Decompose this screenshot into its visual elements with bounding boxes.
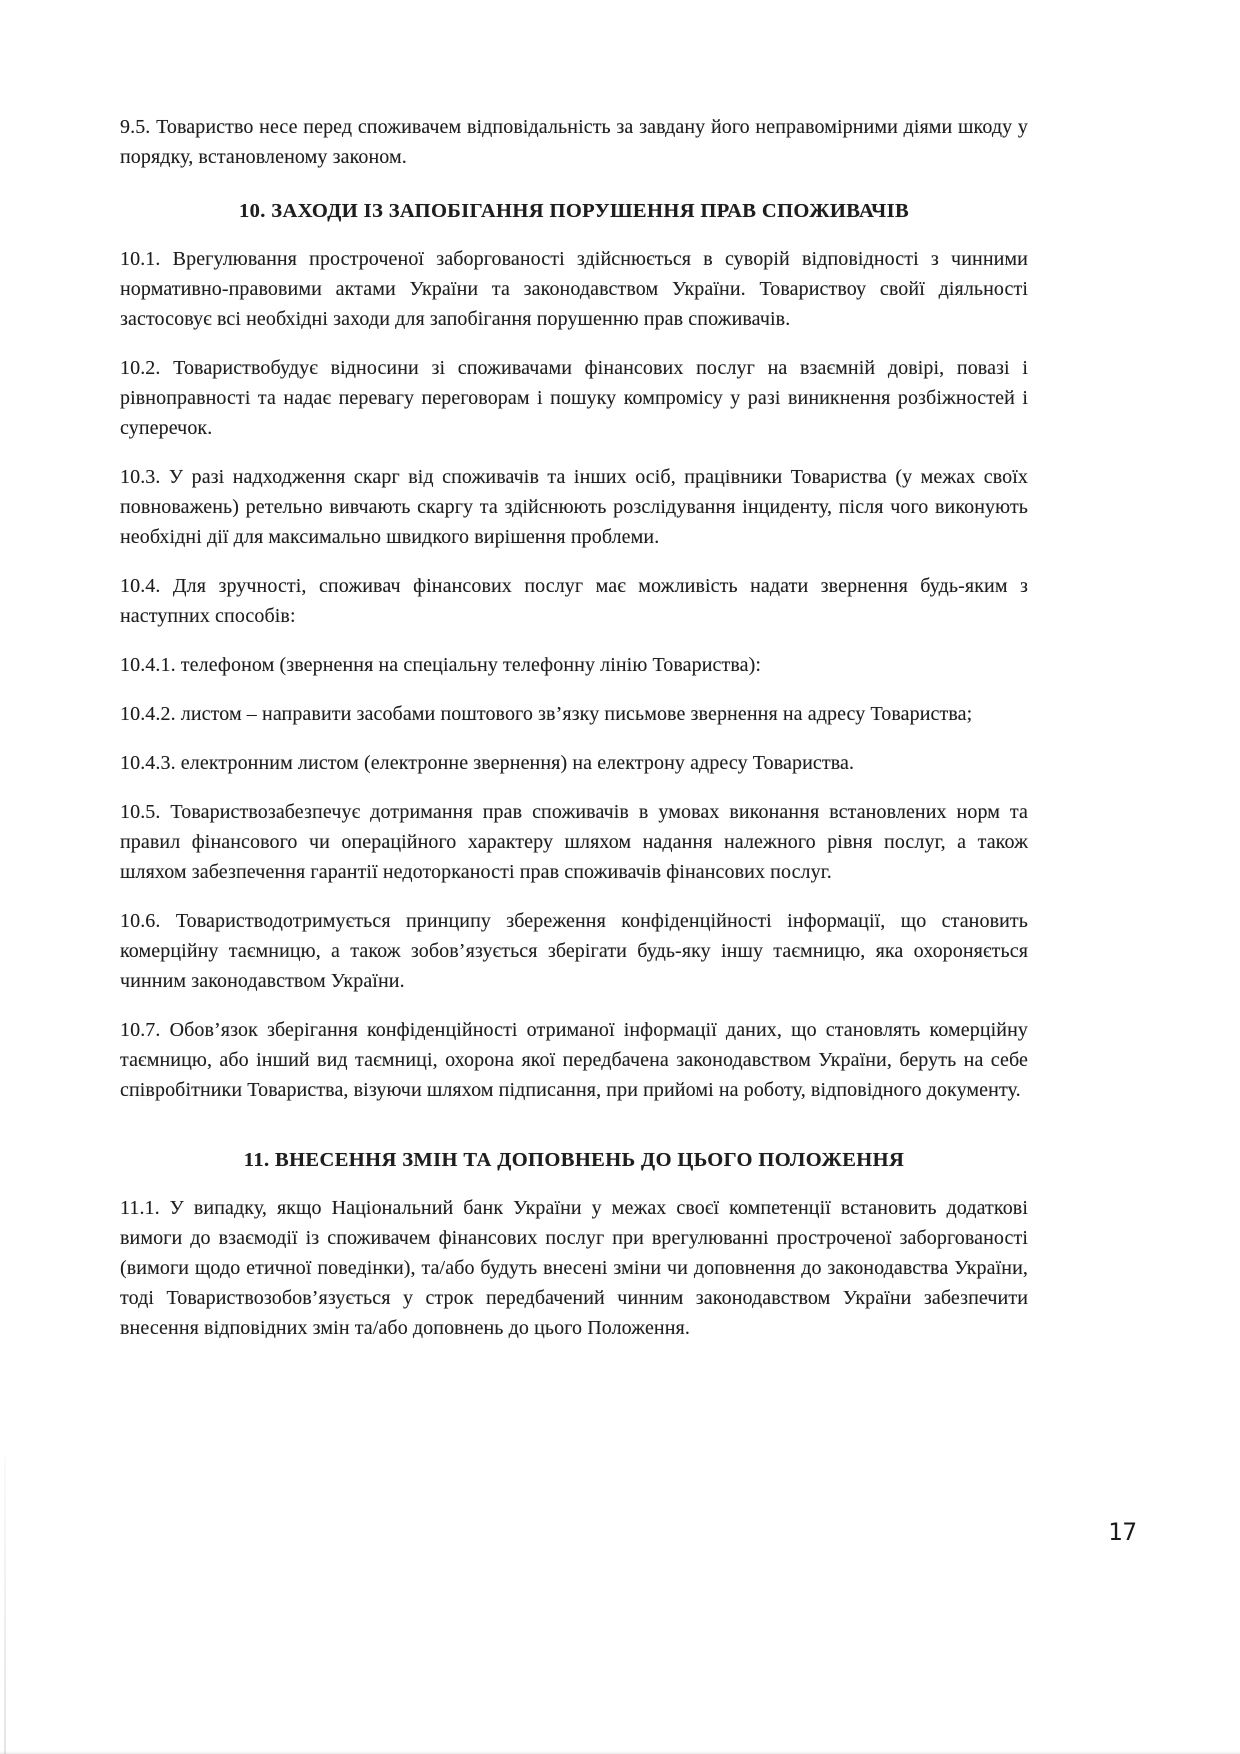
paragraph-10-4-3: 10.4.3. електронним листом (електронне звернення) на електрону адресу Товариства. [120, 752, 855, 774]
section-heading-11: 11. ВНЕСЕННЯ ЗМІН ТА ДОПОВНЕНЬ ДО ЦЬОГО ПОЛОЖЕННЯ [243, 1149, 905, 1171]
paragraph-10-3: 10.3. У разі надходження скарг від споживачів та інших осіб, працівники Товариства (у межах своїх повноважень) ретельно вивчають скаргу та здійснюють розслідування інциденту, після чого виконують необхідні дії для максимально швидкого вирішення проблеми. [120, 466, 1028, 548]
paragraph-10-4: 10.4. Для зручності, споживач фінансових послуг має можливість надати звернення будь-яким з наступних способів: [120, 575, 1028, 627]
paragraph-9-5: 9.5. Товариство несе перед споживачем відповідальність за завдану його неправомірними діями шкоду у порядку, встановленому законом. [120, 116, 1028, 168]
page-number: 17 [1108, 1518, 1137, 1546]
section-heading-10: 10. ЗАХОДИ ІЗ ЗАПОБІГАННЯ ПОРУШЕННЯ ПРАВ СПОЖИВАЧІВ [238, 200, 910, 222]
paragraph-11-1: 11.1. У випадку, якщо Національний банк України у межах своєї компетенції встановить додаткові вимоги до взаємодії із споживачем фінансових послуг при врегулюванні простроченої заборгованості (вимоги щодо етичної поведінки), та/або будуть внесені зміни чи доповнення до законодавства України, тоді Товариствозобов’язується у строк передбачений чинним законодавством України забезпечити внесення відповідних змін та/або доповнень до цього Положення. [120, 1197, 1028, 1339]
paragraph-10-6: 10.6. Товаристводотримується принципу збереження конфіденційності інформації, що становить комерційну таємницю, а також зобов’язується зберігати будь-яку іншу таємницю, яка охороняється чинним законодавством України. [120, 910, 1028, 992]
document-text-column [120, 112, 1028, 1362]
paragraph-10-2: 10.2. Товариствобудує відносини зі споживачами фінансових послуг на взаємній довірі, повазі і рівноправності та надає перевагу переговорам і пошуку компромісу у разі виникнення розбіжностей і суперечок. [120, 357, 1028, 439]
paragraph-10-1: 10.1. Врегулювання простроченої заборгованості здійснюється в суворій відповідності з чинними нормативно-правовими актами України та законодавством України. Товариствоу свойї діяльності застосовує всі необхідні заходи для запобігання порушенню прав споживачів. [120, 248, 1028, 330]
paragraph-10-7: 10.7. Обов’язок зберігання конфіденційності отриманої інформації даних, що становлять комерційну таємницю, або інший вид таємниці, охорона якої передбачена законодавством України, беруть на себе співробітники Товариства, візуючи шляхом підписання, при прийомі на роботу, відповідного документу. [120, 1019, 1028, 1101]
scan-page-edge-left [4, 1455, 6, 1754]
paragraph-10-5: 10.5. Товариствозабезпечує дотримання прав споживачів в умовах виконання встановлених норм та правил фінансового чи операційного характеру шляхом надання належного рівня послуг, а також шляхом забезпечення гарантії недоторканості прав споживачів фінансових послуг. [120, 801, 1028, 883]
paragraph-10-4-2: 10.4.2. листом – направити засобами поштового зв’язку письмове звернення на адресу Товариства; [120, 703, 973, 725]
paragraph-10-4-1: 10.4.1. телефоном (звернення на спеціальну телефонну лінію Товариства): [120, 654, 762, 676]
